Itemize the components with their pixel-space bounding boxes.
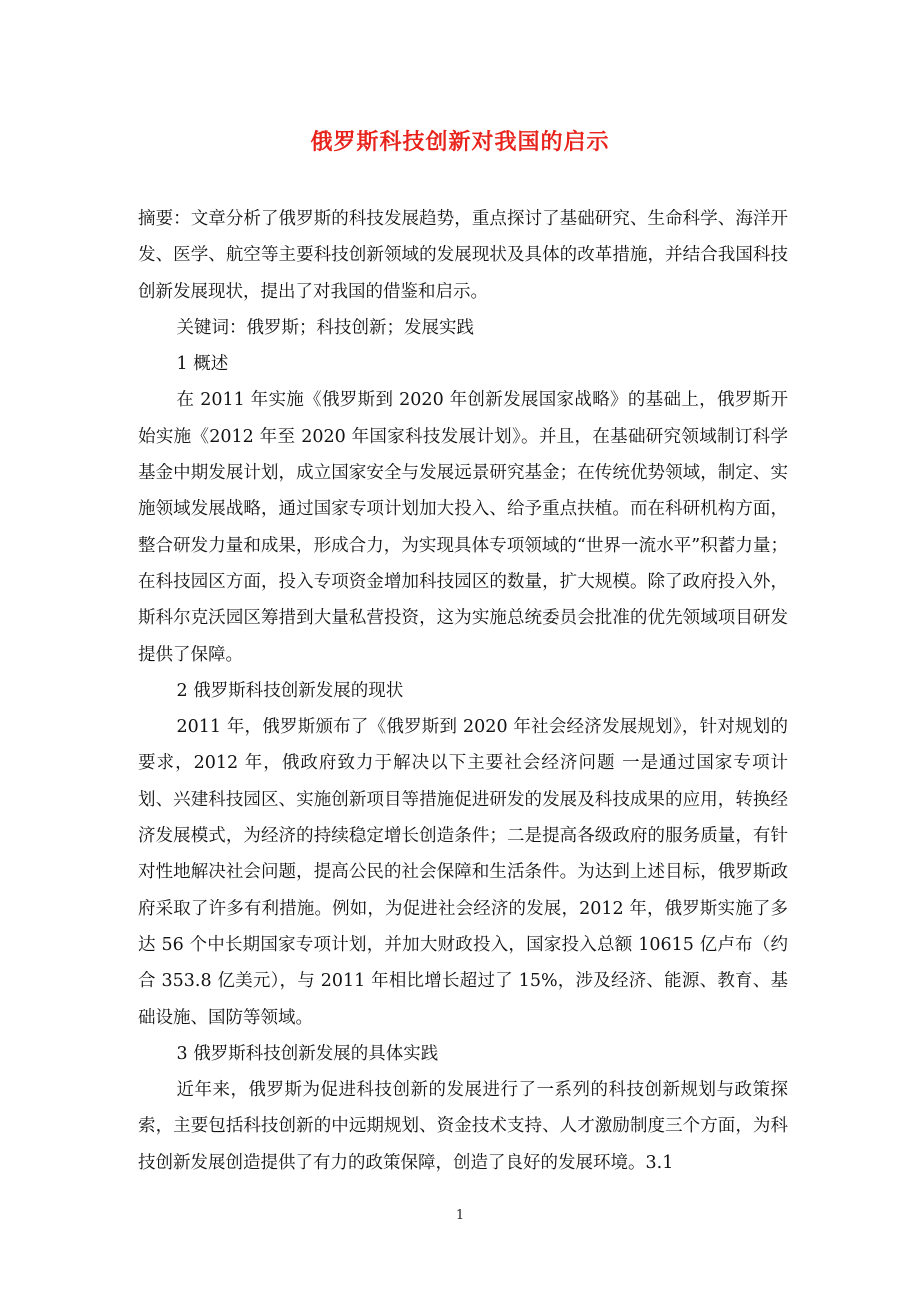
section-heading-1: 1 概述	[176, 354, 229, 375]
page-number: 1	[455, 1208, 465, 1223]
section-heading-2: 2 俄罗斯科技创新发展的现状	[176, 680, 404, 701]
abstract-paragraph: 摘要：文章分析了俄罗斯的科技发展趋势，重点探讨了基础研究、生命科学、海洋开发、医学、航空等主要科技创新领域的发展现状及具体的改革措施，并结合我国科技创新发展现状，提出了对我国的借鉴和启示。	[138, 209, 788, 302]
document-title: 俄罗斯科技创新对我国的启示	[310, 129, 610, 155]
body-paragraph-1: 在 2011 年实施《俄罗斯到 2020 年创新发展国家战略》的基础上，俄罗斯开始实施《2012 年至 2020 年国家科技发展计划》。并且，在基础研究领域制订科学基金中期发展计划，成立国家安全与发展远景研究基金；在传统优势领域，制定、实施领域发展战略，通过国家专项计划加大投入、给予重点扶植。而在科研机构方面，整合研发力量和成果，形成合力，为实现具体专项领域的“世界一流水平”积蓄力量；在科技园区方面，投入专项资金增加科技园区的数量，扩大规模。除了政府投入外，斯科尔克沃园区筹措到大量私营投资，这为实施总统委员会批准的优先领域项目研发提供了保障。	[138, 390, 788, 665]
section-heading-3: 3 俄罗斯科技创新发展的具体实践	[176, 1043, 439, 1064]
body-paragraph-2: 2011 年，俄罗斯颁布了《俄罗斯到 2020 年社会经济发展规划》，针对规划的要求，2012 年，俄政府致力于解决以下主要社会经济问题 一是通过国家专项计划、兴建科技园区、实施创新项目等措施促进研发的发展及科技成果的应用，转换经济发展模式，为经济的持续稳定增长创造条件；二是提高各级政府的服务质量，有针对性地解决社会问题，提高公民的社会保障和生活条件。为达到上述目标，俄罗斯政府采取了许多有利措施。例如，为促进社会经济的发展，2012 年，俄罗斯实施了多达 56 个中长期国家专项计划，并加大财政投入，国家投入总额 10615 亿卢布（约合 353.8 亿美元），与 2011 年相比增长超过了 15%，涉及经济、能源、教育、基础设施、国防等领域。	[138, 717, 788, 1028]
body-paragraph-3: 近年来，俄罗斯为促进科技创新的发展进行了一系列的科技创新规划与政策探索，主要包括科技创新的中远期规划、资金技术支持、人才激励制度三个方面，为科技创新发展创造提供了有力的政策保障，创造了良好的发展环境。3.1	[138, 1080, 788, 1173]
keywords-paragraph: 关键词：俄罗斯；科技创新；发展实践	[176, 317, 474, 338]
document-body	[138, 201, 788, 1181]
